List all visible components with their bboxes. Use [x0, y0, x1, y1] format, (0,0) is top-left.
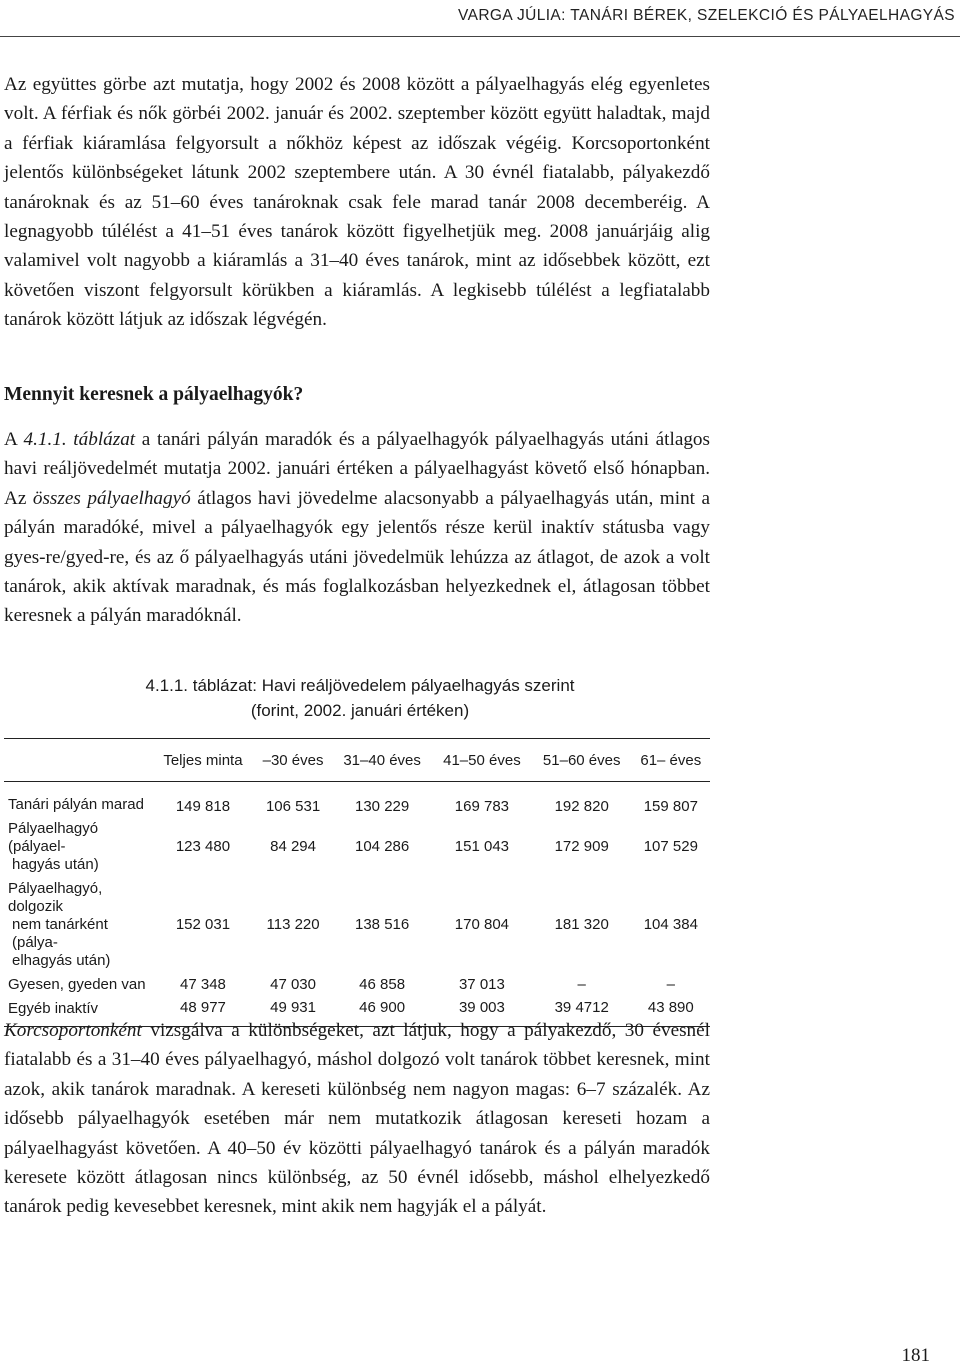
table-cell: 39 4712: [554, 998, 609, 1016]
table-cell: 170 804: [454, 915, 510, 933]
column-header: 61– éves: [632, 739, 710, 782]
table-cell: 47 348: [180, 975, 226, 993]
table-cell: 37 013: [458, 975, 505, 993]
page-number: 181: [901, 1345, 930, 1366]
table-row: [4, 816, 710, 876]
table-cell: 46 858: [359, 975, 406, 993]
table-cell: 149 818: [175, 797, 231, 815]
table-row: [4, 782, 710, 817]
table-row: [4, 876, 710, 972]
table-cell: 107 529: [643, 837, 698, 855]
intro-paragraph-text: Az együttes görbe azt mutatja, hogy 2002 és 2008 között a pályaelhagyás elég egyenletes volt. A férfiak és nők görbéi 2002. január és 2002. szeptember között együtt haladtak, majd a férfiak kiáramlása felgyorsult a nőkhöz képest az időszak végéig. Korcsoportonként jelentős különbségeket látunk 2002 szeptembere után. A 30 évnél fiatalabb, pályakezdő tanároknak és az 51–60 éves tanároknak csak fele marad tanár 2008 decemberéig. A legnagyobb túlélést a 41–51 éves tanárok között figyelhetjük meg. 2008 januárjáig alig valamivel volt nagyobb a kiáramlás a 31–40 éves tanárok, mint az idősebbek között, ezt követően viszont felgyorsult körükben a kiáramlás. A legkisebb túlélést a legfiatalabb tanárok között látjuk az időszak légvégén.: [4, 74, 710, 331]
table-cell: 169 783: [454, 797, 510, 815]
table-cell: 138 516: [355, 915, 410, 933]
table-intro-text: [4, 425, 710, 631]
table-cell: 151 043: [454, 837, 510, 855]
table-row: [4, 972, 710, 996]
table-caption: [40, 674, 680, 723]
table-cell: 113 220: [266, 915, 320, 933]
income-table: [4, 738, 710, 1027]
table-intro-prefix: A: [4, 429, 24, 450]
table-header-row: [4, 739, 710, 782]
column-header: 31–40 éves: [332, 739, 432, 782]
closing-body: vizsgálva a különbségeket, azt látjuk, hogy a pályakezdő, 30 évesnél fiatalabb és a 31–40 éves pályaelhagyó, máshol dolgozó volt tanárok többet keresnek, mint azok, akik tanárok maradnak. A kereseti különbség nem nagyon magas: 6–7 százalék. Az idősebb pályaelhagyók esetében már nem mutatkozik átlagosan kereseti hozam a pályaelhagyást követően. A 40–50 év közötti pályaelhagyó tanárok és a pályán maradók keresete között átlagosan nincs különbség, az 50 évnél idősebb, máshol elhelyezkedő tanárok pedig kevesebbet keresnek, mint akik nem hagyják el a pályát.: [4, 1020, 710, 1218]
table-cell: 181 320: [554, 915, 609, 933]
table-intro-part1: a tanári pályán maradók és a pályaelhagyók pályaelhagyás utáni átlagos havi reáljövedelmét mutatja 2002. januári értéken a pályaelhagyást követő első hónapban. Az: [4, 429, 710, 509]
row-label: Tanári pályán marad: [8, 796, 144, 813]
table-intro-paragraph: [4, 425, 710, 631]
row-label: Gyesen, gyeden van: [8, 976, 146, 993]
table-cell: 123 480: [175, 837, 231, 855]
table-cell: 48 977: [180, 998, 226, 1016]
closing-paragraph-text: [4, 1016, 710, 1222]
section-heading: Mennyit keresnek a pályaelhagyók?: [4, 384, 304, 405]
running-head-rule: [0, 36, 960, 37]
table-cell: 46 900: [359, 998, 406, 1016]
row-label-header: [4, 739, 152, 782]
column-header: 41–50 éves: [432, 739, 532, 782]
table-caption-subtitle: (forint, 2002. januári értéken): [250, 700, 470, 720]
table-cell: 130 229: [355, 797, 410, 815]
column-header: Teljes minta: [152, 739, 254, 782]
table-cell: 84 294: [270, 837, 316, 855]
row-label: Pályaelhagyó (pályael- hagyás után): [8, 820, 99, 873]
table-cell: 47 030: [270, 975, 316, 993]
row-label: Pályaelhagyó, dolgozik nem tanárként (pálya- elhagyás után): [8, 880, 111, 969]
running-head: VARGA JÚLIA: TANÁRI BÉREK, SZELEKCIÓ ÉS PÁLYAELHAGYÁS: [458, 7, 955, 24]
table-cell: 104 286: [355, 837, 410, 855]
table-cell: 104 384: [643, 915, 698, 933]
row-label: Egyéb inaktív: [8, 1000, 99, 1017]
column-header: –30 éves: [254, 739, 332, 782]
table-cell: 43 890: [647, 998, 694, 1016]
table-reference: 4.1.1. táblázat: [23, 429, 136, 450]
table-cell: 152 031: [175, 915, 231, 933]
table-cell: 39 003: [458, 998, 505, 1016]
intro-paragraph: [4, 70, 710, 335]
italic-term: összes pályaelhagyó: [32, 487, 191, 509]
table-cell: 106 531: [265, 797, 321, 815]
table-cell: –: [577, 975, 586, 993]
table-cell: 159 807: [643, 797, 698, 815]
column-header: 51–60 éves: [532, 739, 632, 782]
table-caption-title: 4.1.1. táblázat: Havi reáljövedelem pályaelhagyás szerint: [145, 676, 575, 695]
closing-paragraph: [4, 1016, 710, 1222]
table-cell: 49 931: [270, 998, 316, 1016]
table-cell: 192 820: [554, 797, 609, 815]
table-intro-part2: átlagos havi jövedelme alacsonyabb a pályaelhagyás után, mint a pályán maradóké, mivel a pályaelhagyók egy jelentős része kerül inaktív státusba vagy gyes-re/gyed-re, és az ő pályaelhagyás utáni jövedelmük lehúzza az átlagot, de azok a volt tanárok, akik aktívak maradnak, és más foglalkozásban helyezkednek el, átlagosan többet keresnek a pályán maradóknál.: [4, 487, 710, 627]
table-cell: –: [666, 975, 675, 993]
closing-italic-lead: Korcsoportonként: [4, 1020, 142, 1041]
table-cell: 172 909: [554, 837, 609, 855]
